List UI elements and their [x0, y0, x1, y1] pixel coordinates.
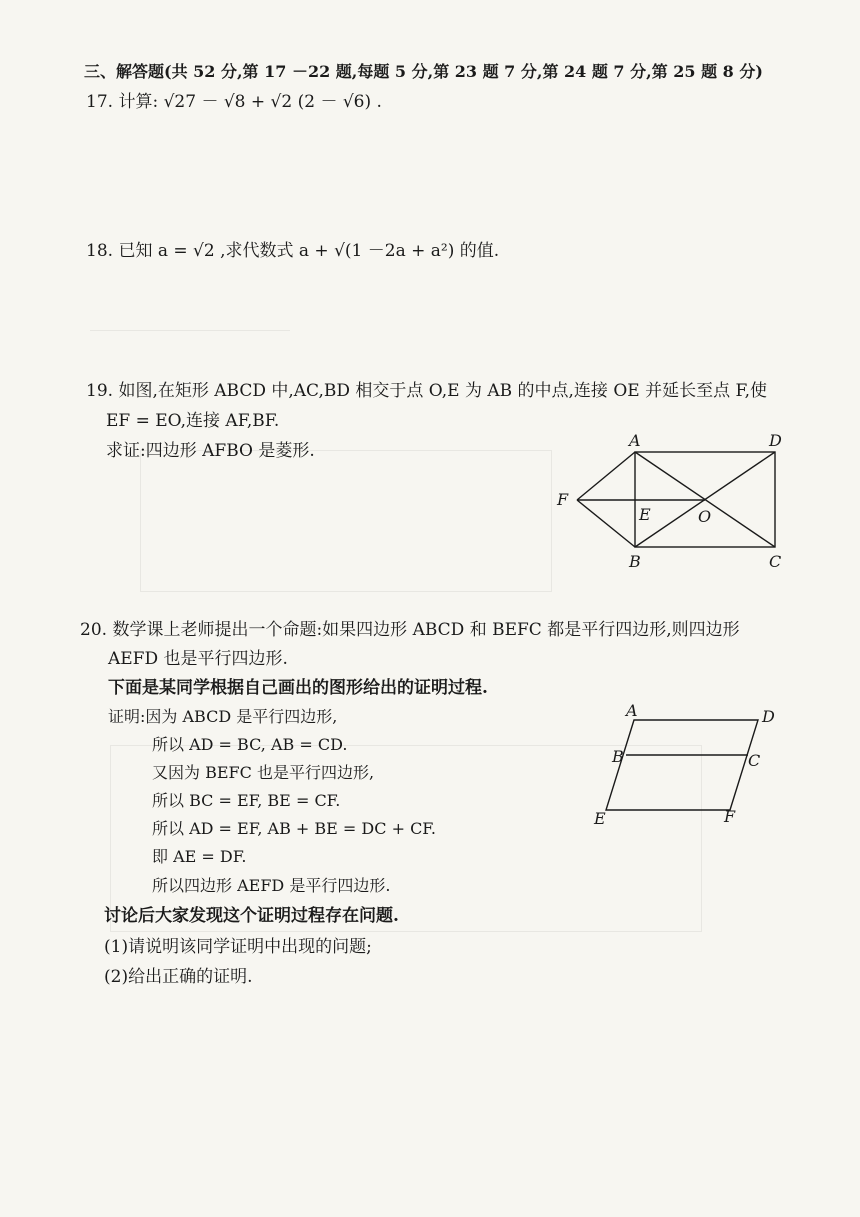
label-C: C — [769, 552, 782, 571]
sub-question-2: (2)给出正确的证明. — [104, 967, 253, 987]
segment-bf — [577, 500, 635, 547]
label-E: E — [594, 809, 606, 828]
label-B: B — [629, 552, 641, 571]
section-header: 三、解答题(共 52 分,第 17 －22 题,每题 5 分,第 23 题 7 分,第 24 题 7 分,第 25 题 8 分) — [84, 62, 763, 81]
label-A: A — [626, 701, 638, 720]
label-B: B — [612, 747, 624, 766]
label-A: A — [629, 431, 641, 450]
label-C: C — [748, 751, 761, 770]
question-17: 17. 计算: √27 － √8 + √2 (2 － √6) . — [86, 92, 382, 112]
label-E: E — [639, 505, 651, 524]
question-20-line-1: 20. 数学课上老师提出一个命题:如果四边形 ABCD 和 BEFC 都是平行四边形,则四边形 — [80, 620, 740, 640]
sub-question-1: (1)请说明该同学证明中出现的问题; — [104, 937, 372, 957]
discussion-text: 讨论后大家发现这个证明过程存在问题. — [104, 906, 399, 926]
figure-20-parallelograms — [590, 700, 790, 830]
bleed-through-line — [90, 330, 290, 331]
proof-line-3: 又因为 BEFC 也是平行四边形, — [152, 763, 375, 782]
label-F: F — [724, 807, 736, 826]
proof-line-5: 所以 AD = EF, AB + BE = DC + CF. — [152, 819, 437, 838]
question-19-line-2: EF = EO,连接 AF,BF. — [106, 411, 280, 431]
bleed-through-table — [140, 450, 552, 592]
question-20-line-2: AEFD 也是平行四边形. — [108, 649, 288, 669]
segment-af — [577, 452, 635, 500]
figure-19-rectangle — [545, 430, 805, 580]
proof-line-7: 所以四边形 AEFD 是平行四边形. — [152, 876, 391, 895]
question-19-line-1: 19. 如图,在矩形 ABCD 中,AC,BD 相交于点 O,E 为 AB 的中点,连接 OE 并延长至点 F,使 — [86, 381, 768, 401]
label-F: F — [557, 490, 569, 509]
proof-line-2: 所以 AD = BC, AB = CD. — [152, 735, 348, 754]
question-19-line-3: 求证:四边形 AFBO 是菱形. — [106, 441, 315, 461]
question-20-line-3: 下面是某同学根据自己画出的图形给出的证明过程. — [108, 678, 488, 698]
label-D: D — [769, 431, 782, 450]
proof-line-1: 证明:因为 ABCD 是平行四边形, — [108, 707, 338, 726]
proof-line-4: 所以 BC = EF, BE = CF. — [152, 791, 341, 810]
proof-line-6: 即 AE = DF. — [152, 847, 247, 866]
question-18: 18. 已知 a = √2 ,求代数式 a + √(1 －2a + a²) 的值. — [86, 241, 500, 261]
parallelogram-aefd — [606, 720, 761, 810]
label-D: D — [762, 707, 775, 726]
label-O: O — [698, 507, 712, 526]
